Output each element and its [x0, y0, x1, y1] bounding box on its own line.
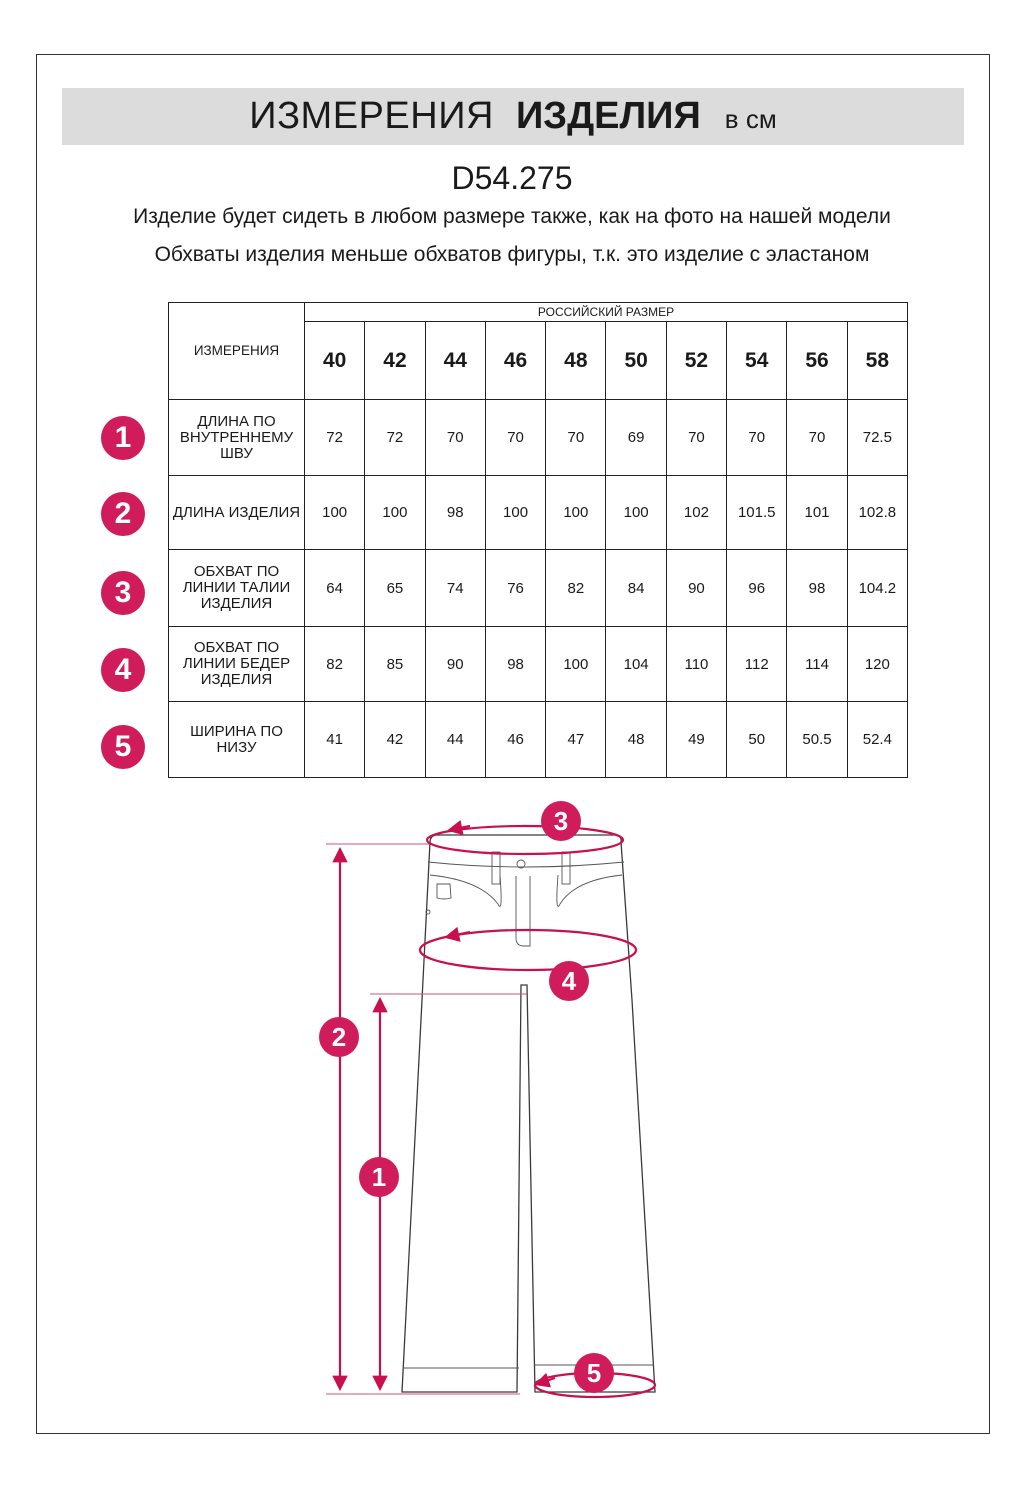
table-cell: 98 — [485, 627, 545, 702]
table-cell: 49 — [666, 702, 726, 778]
table-cell: 100 — [305, 476, 365, 550]
table-cell: 50.5 — [787, 702, 847, 778]
diagram-badge-hem: 5 — [574, 1353, 614, 1393]
table-cell: 76 — [485, 550, 545, 627]
table-cell: 100 — [365, 476, 425, 550]
table-cell: 120 — [847, 627, 907, 702]
table-cell: 44 — [425, 702, 485, 778]
table-cell: 101.5 — [727, 476, 787, 550]
table-cell: 102.8 — [847, 476, 907, 550]
table-cell: 100 — [546, 627, 606, 702]
size-header: 50 — [606, 322, 666, 400]
table-cell: 65 — [365, 550, 425, 627]
diagram-badge-length: 2 — [319, 1017, 359, 1057]
table-cell: 70 — [666, 400, 726, 476]
table-cell: 102 — [666, 476, 726, 550]
size-header: 44 — [425, 322, 485, 400]
table-cell: 70 — [546, 400, 606, 476]
row-label: ДЛИНА ИЗДЕЛИЯ — [169, 476, 305, 550]
diagram-badge-hip: 4 — [549, 961, 589, 1001]
table-cell: 84 — [606, 550, 666, 627]
table-cell: 112 — [727, 627, 787, 702]
table-cell: 48 — [606, 702, 666, 778]
fit-note: Изделие будет сидеть в любом размере также, как на фото на нашей модели — [133, 205, 891, 228]
table-cell: 98 — [425, 476, 485, 550]
table-cell: 90 — [425, 627, 485, 702]
elastane-note: Обхваты изделия меньше обхватов фигуры, т.к. это изделие с эластаном — [154, 243, 870, 266]
size-header: 52 — [666, 322, 726, 400]
size-header: 56 — [787, 322, 847, 400]
table-cell: 72 — [305, 400, 365, 476]
row-number-badge: 5 — [101, 725, 145, 769]
diagram-badge-waist: 3 — [541, 801, 581, 841]
size-header: 46 — [485, 322, 545, 400]
table-cell: 46 — [485, 702, 545, 778]
table-cell: 72 — [365, 400, 425, 476]
table-cell: 85 — [365, 627, 425, 702]
diagram-badge-inseam: 1 — [359, 1157, 399, 1197]
table-cell: 70 — [485, 400, 545, 476]
row-number-badge: 1 — [101, 416, 145, 460]
row-number-badge: 2 — [101, 492, 145, 536]
table-cell: 110 — [666, 627, 726, 702]
table-cell: 42 — [365, 702, 425, 778]
table-cell: 100 — [546, 476, 606, 550]
table-cell: 101 — [787, 476, 847, 550]
table-cell: 98 — [787, 550, 847, 627]
table-cell: 104 — [606, 627, 666, 702]
table-cell: 104.2 — [847, 550, 907, 627]
table-cell: 72.5 — [847, 400, 907, 476]
size-system-header: РОССИЙСКИЙ РАЗМЕР — [305, 303, 908, 322]
size-header: 48 — [546, 322, 606, 400]
table-cell: 100 — [606, 476, 666, 550]
table-cell: 41 — [305, 702, 365, 778]
measurements-header: ИЗМЕРЕНИЯ — [169, 303, 305, 400]
pants-outline — [402, 835, 655, 1392]
row-label: ШИРИНА ПО НИЗУ — [169, 702, 305, 778]
table-cell: 114 — [787, 627, 847, 702]
table-cell: 90 — [666, 550, 726, 627]
row-label: ДЛИНА ПО ВНУТРЕННЕМУ ШВУ — [169, 400, 305, 476]
table-cell: 64 — [305, 550, 365, 627]
table-cell: 47 — [546, 702, 606, 778]
size-header: 58 — [847, 322, 907, 400]
table-cell: 69 — [606, 400, 666, 476]
waist-measure-ellipse — [427, 826, 623, 854]
title-bold: ИЗДЕЛИЯ — [515, 95, 701, 137]
row-number-badge: 4 — [101, 648, 145, 692]
table-cell: 74 — [425, 550, 485, 627]
article-code: D54.275 — [451, 160, 573, 196]
size-header: 54 — [727, 322, 787, 400]
table-cell: 52.4 — [847, 702, 907, 778]
table-cell: 50 — [727, 702, 787, 778]
table-cell: 100 — [485, 476, 545, 550]
size-header: 40 — [305, 322, 365, 400]
size-header: 42 — [365, 322, 425, 400]
table-cell: 70 — [727, 400, 787, 476]
table-cell: 70 — [787, 400, 847, 476]
title-regular: ИЗМЕРЕНИЯ — [249, 95, 494, 137]
title-units: в см — [724, 104, 777, 134]
table-cell: 70 — [425, 400, 485, 476]
table-cell: 82 — [305, 627, 365, 702]
row-label: ОБХВАТ ПО ЛИНИИ БЕДЕР ИЗДЕЛИЯ — [169, 627, 305, 702]
row-label: ОБХВАТ ПО ЛИНИИ ТАЛИИ ИЗДЕЛИЯ — [169, 550, 305, 627]
row-number-badge: 3 — [101, 571, 145, 615]
table-cell: 82 — [546, 550, 606, 627]
table-cell: 96 — [727, 550, 787, 627]
